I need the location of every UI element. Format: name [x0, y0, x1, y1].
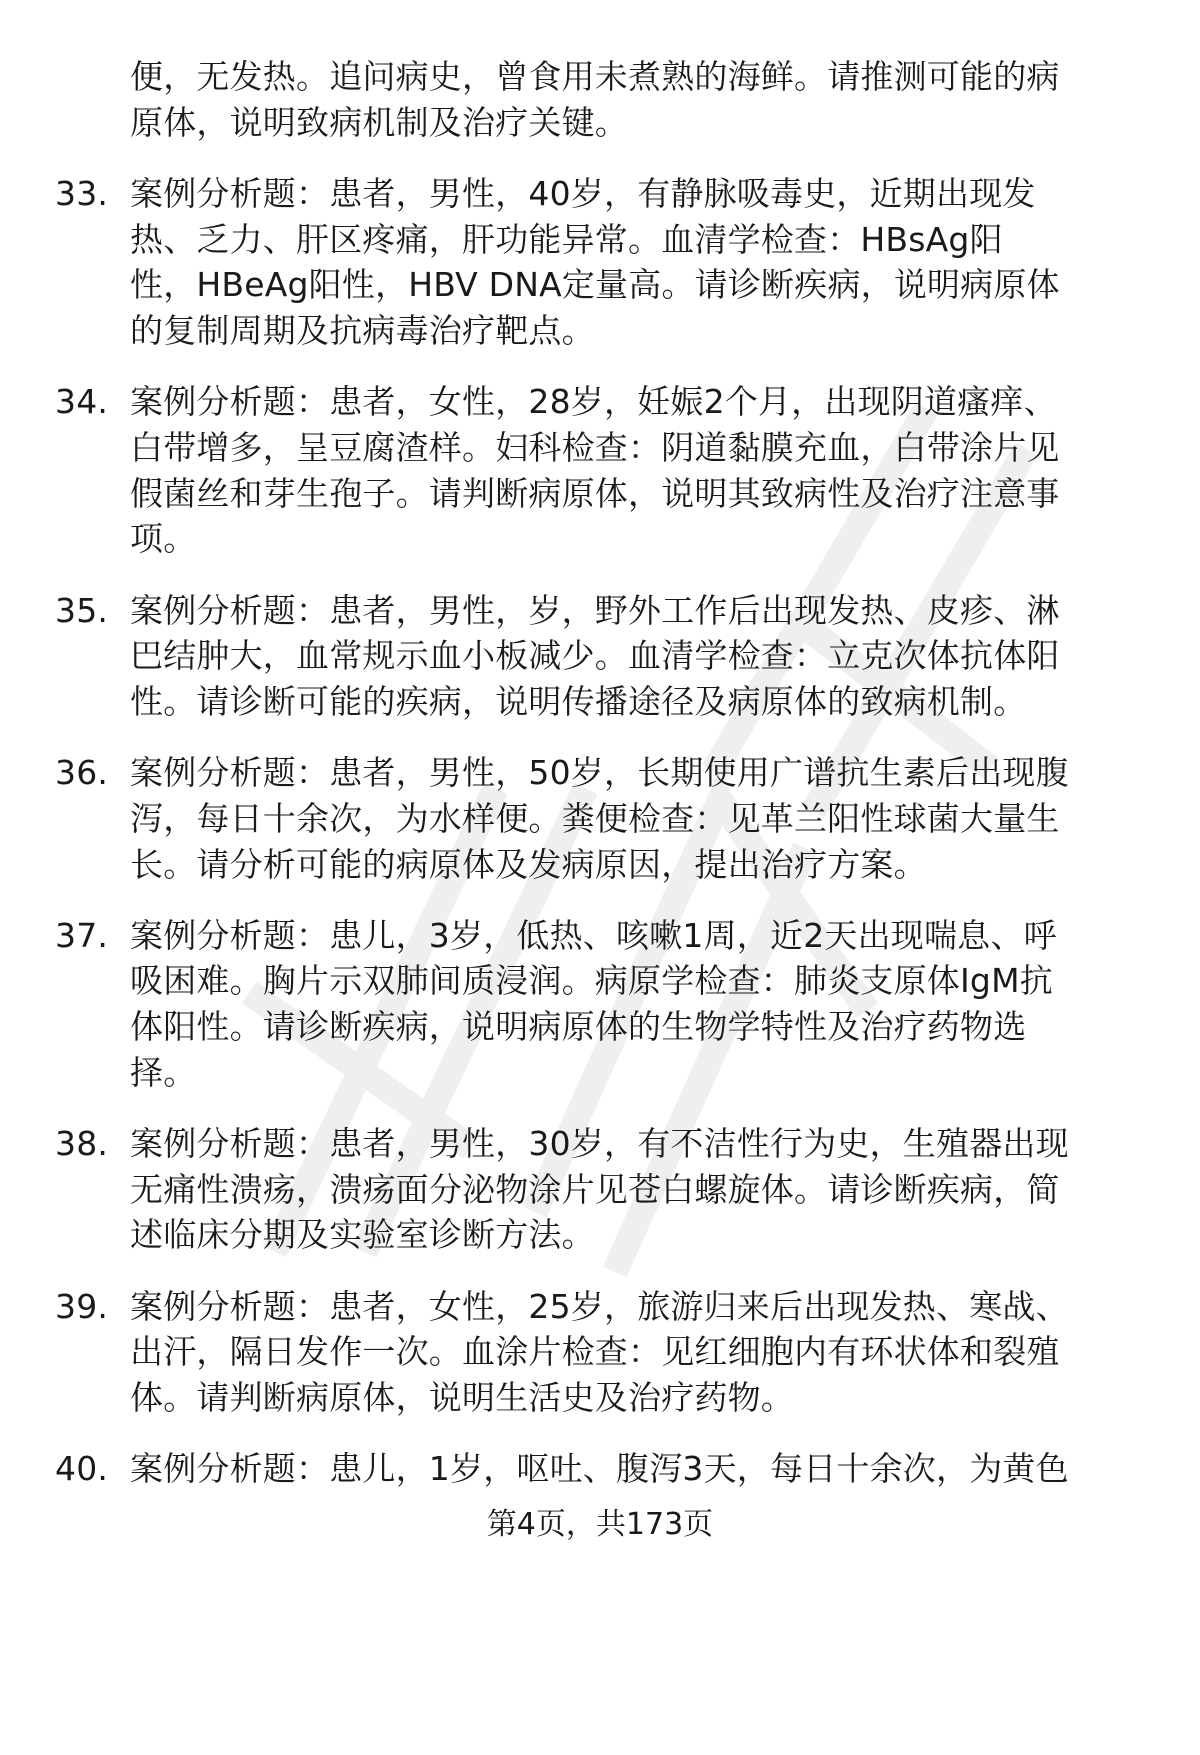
- continued-paragraph: [0, 54, 1200, 145]
- text-line: 择。: [130, 1052, 197, 1092]
- question-text: [130, 1121, 1140, 1258]
- text-line: 案例分析题：患者，女性，28岁，妊娠2个月，出现阴道瘙痒、: [130, 382, 1057, 422]
- text-line: 泻，每日十余次，为水样便。粪便检查：见革兰阳性球菌大量生: [130, 798, 1060, 838]
- text-line: 案例分析题：患儿，1岁，呕吐、腹泻3天，每日十余次，为黄色: [130, 1449, 1069, 1489]
- question-number: 38.: [55, 1124, 109, 1164]
- text-line: 吸困难。胸片示双肺间质浸润。病原学检查：肺炎支原体IgM抗: [130, 961, 1053, 1001]
- text-line: 体阳性。请诊断疾病，说明病原体的生物学特性及治疗药物选: [130, 1007, 1027, 1047]
- question-40: [0, 1446, 1200, 1492]
- question-text: [130, 1446, 1140, 1492]
- text-line: 项。: [130, 519, 197, 559]
- question-35: [0, 588, 1200, 725]
- question-text: [130, 379, 1140, 562]
- continued-text: [130, 54, 1140, 145]
- document-body: [0, 54, 1200, 1517]
- question-number: 36.: [55, 753, 109, 793]
- text-line: 巴结肿大，血常规示血小板减少。血清学检查：立克次体抗体阳: [130, 636, 1060, 676]
- text-line: 白带增多，呈豆腐渣样。妇科检查：阴道黏膜充血，白带涂片见: [130, 427, 1060, 467]
- text-line: 性，HBeAg阳性，HBV DNA定量高。请诊断疾病，说明病原体: [130, 265, 1060, 305]
- question-33: [0, 171, 1200, 354]
- text-line: 述临床分期及实验室诊断方法。: [130, 1215, 595, 1255]
- question-number: 34.: [55, 382, 109, 422]
- question-text: [130, 913, 1140, 1096]
- question-39: [0, 1284, 1200, 1421]
- question-number: 35.: [55, 590, 109, 630]
- question-37: [0, 913, 1200, 1096]
- question-number: 33.: [55, 173, 109, 213]
- text-line: 案例分析题：患者，女性，25岁，旅游归来后出现发热、寒战、: [130, 1286, 1069, 1326]
- text-line: 体。请判断病原体，说明生活史及治疗药物。: [130, 1378, 794, 1418]
- page-footer: [0, 1505, 1200, 1545]
- text-line: 无痛性溃疡，溃疡面分泌物涂片见苍白螺旋体。请诊断疾病，简: [130, 1169, 1060, 1209]
- text-line: 便，无发热。追问病史，曾食用未煮熟的海鲜。请推测可能的病: [130, 57, 1060, 96]
- text-line: 长。请分析可能的病原体及发病原因，提出治疗方案。: [130, 844, 927, 884]
- text-line: 案例分析题：患儿，3岁，低热、咳嗽1周，近2天出现喘息、呼: [130, 915, 1057, 955]
- text-line: 案例分析题：患者，男性，30岁，有不洁性行为史，生殖器出现: [130, 1124, 1069, 1164]
- question-number: 40.: [55, 1449, 109, 1489]
- text-line: 的复制周期及抗病毒治疗靶点。: [130, 311, 595, 351]
- text-line: 出汗，隔日发作一次。血涂片检查：见红细胞内有环状体和裂殖: [130, 1332, 1060, 1372]
- text-line: 案例分析题：患者，男性，50岁，长期使用广谱抗生素后出现腹: [130, 753, 1069, 793]
- question-36: [0, 750, 1200, 887]
- text-line: 假菌丝和芽生孢子。请判断病原体，说明其致病性及治疗注意事: [130, 473, 1060, 513]
- question-text: [130, 750, 1140, 887]
- text-line: 案例分析题：患者，男性，岁，野外工作后出现发热、皮疹、淋: [130, 590, 1060, 630]
- question-34: [0, 379, 1200, 562]
- question-38: [0, 1121, 1200, 1258]
- question-text: [130, 171, 1140, 354]
- text-line: 案例分析题：患者，男性，40岁，有静脉吸毒史，近期出现发: [130, 173, 1036, 213]
- text-line: 原体，说明致病机制及治疗关键。: [130, 102, 628, 142]
- question-number: 39.: [55, 1286, 109, 1326]
- question-number: 37.: [55, 915, 109, 955]
- question-text: [130, 588, 1140, 725]
- text-line: 热、乏力、肝区疼痛，肝功能异常。血清学检查：HBsAg阳: [130, 219, 1003, 259]
- question-text: [130, 1284, 1140, 1421]
- text-line: 性。请诊断可能的疾病，说明传播途径及病原体的致病机制。: [130, 681, 1027, 721]
- page-indicator: 第4页，共173页: [486, 1507, 714, 1542]
